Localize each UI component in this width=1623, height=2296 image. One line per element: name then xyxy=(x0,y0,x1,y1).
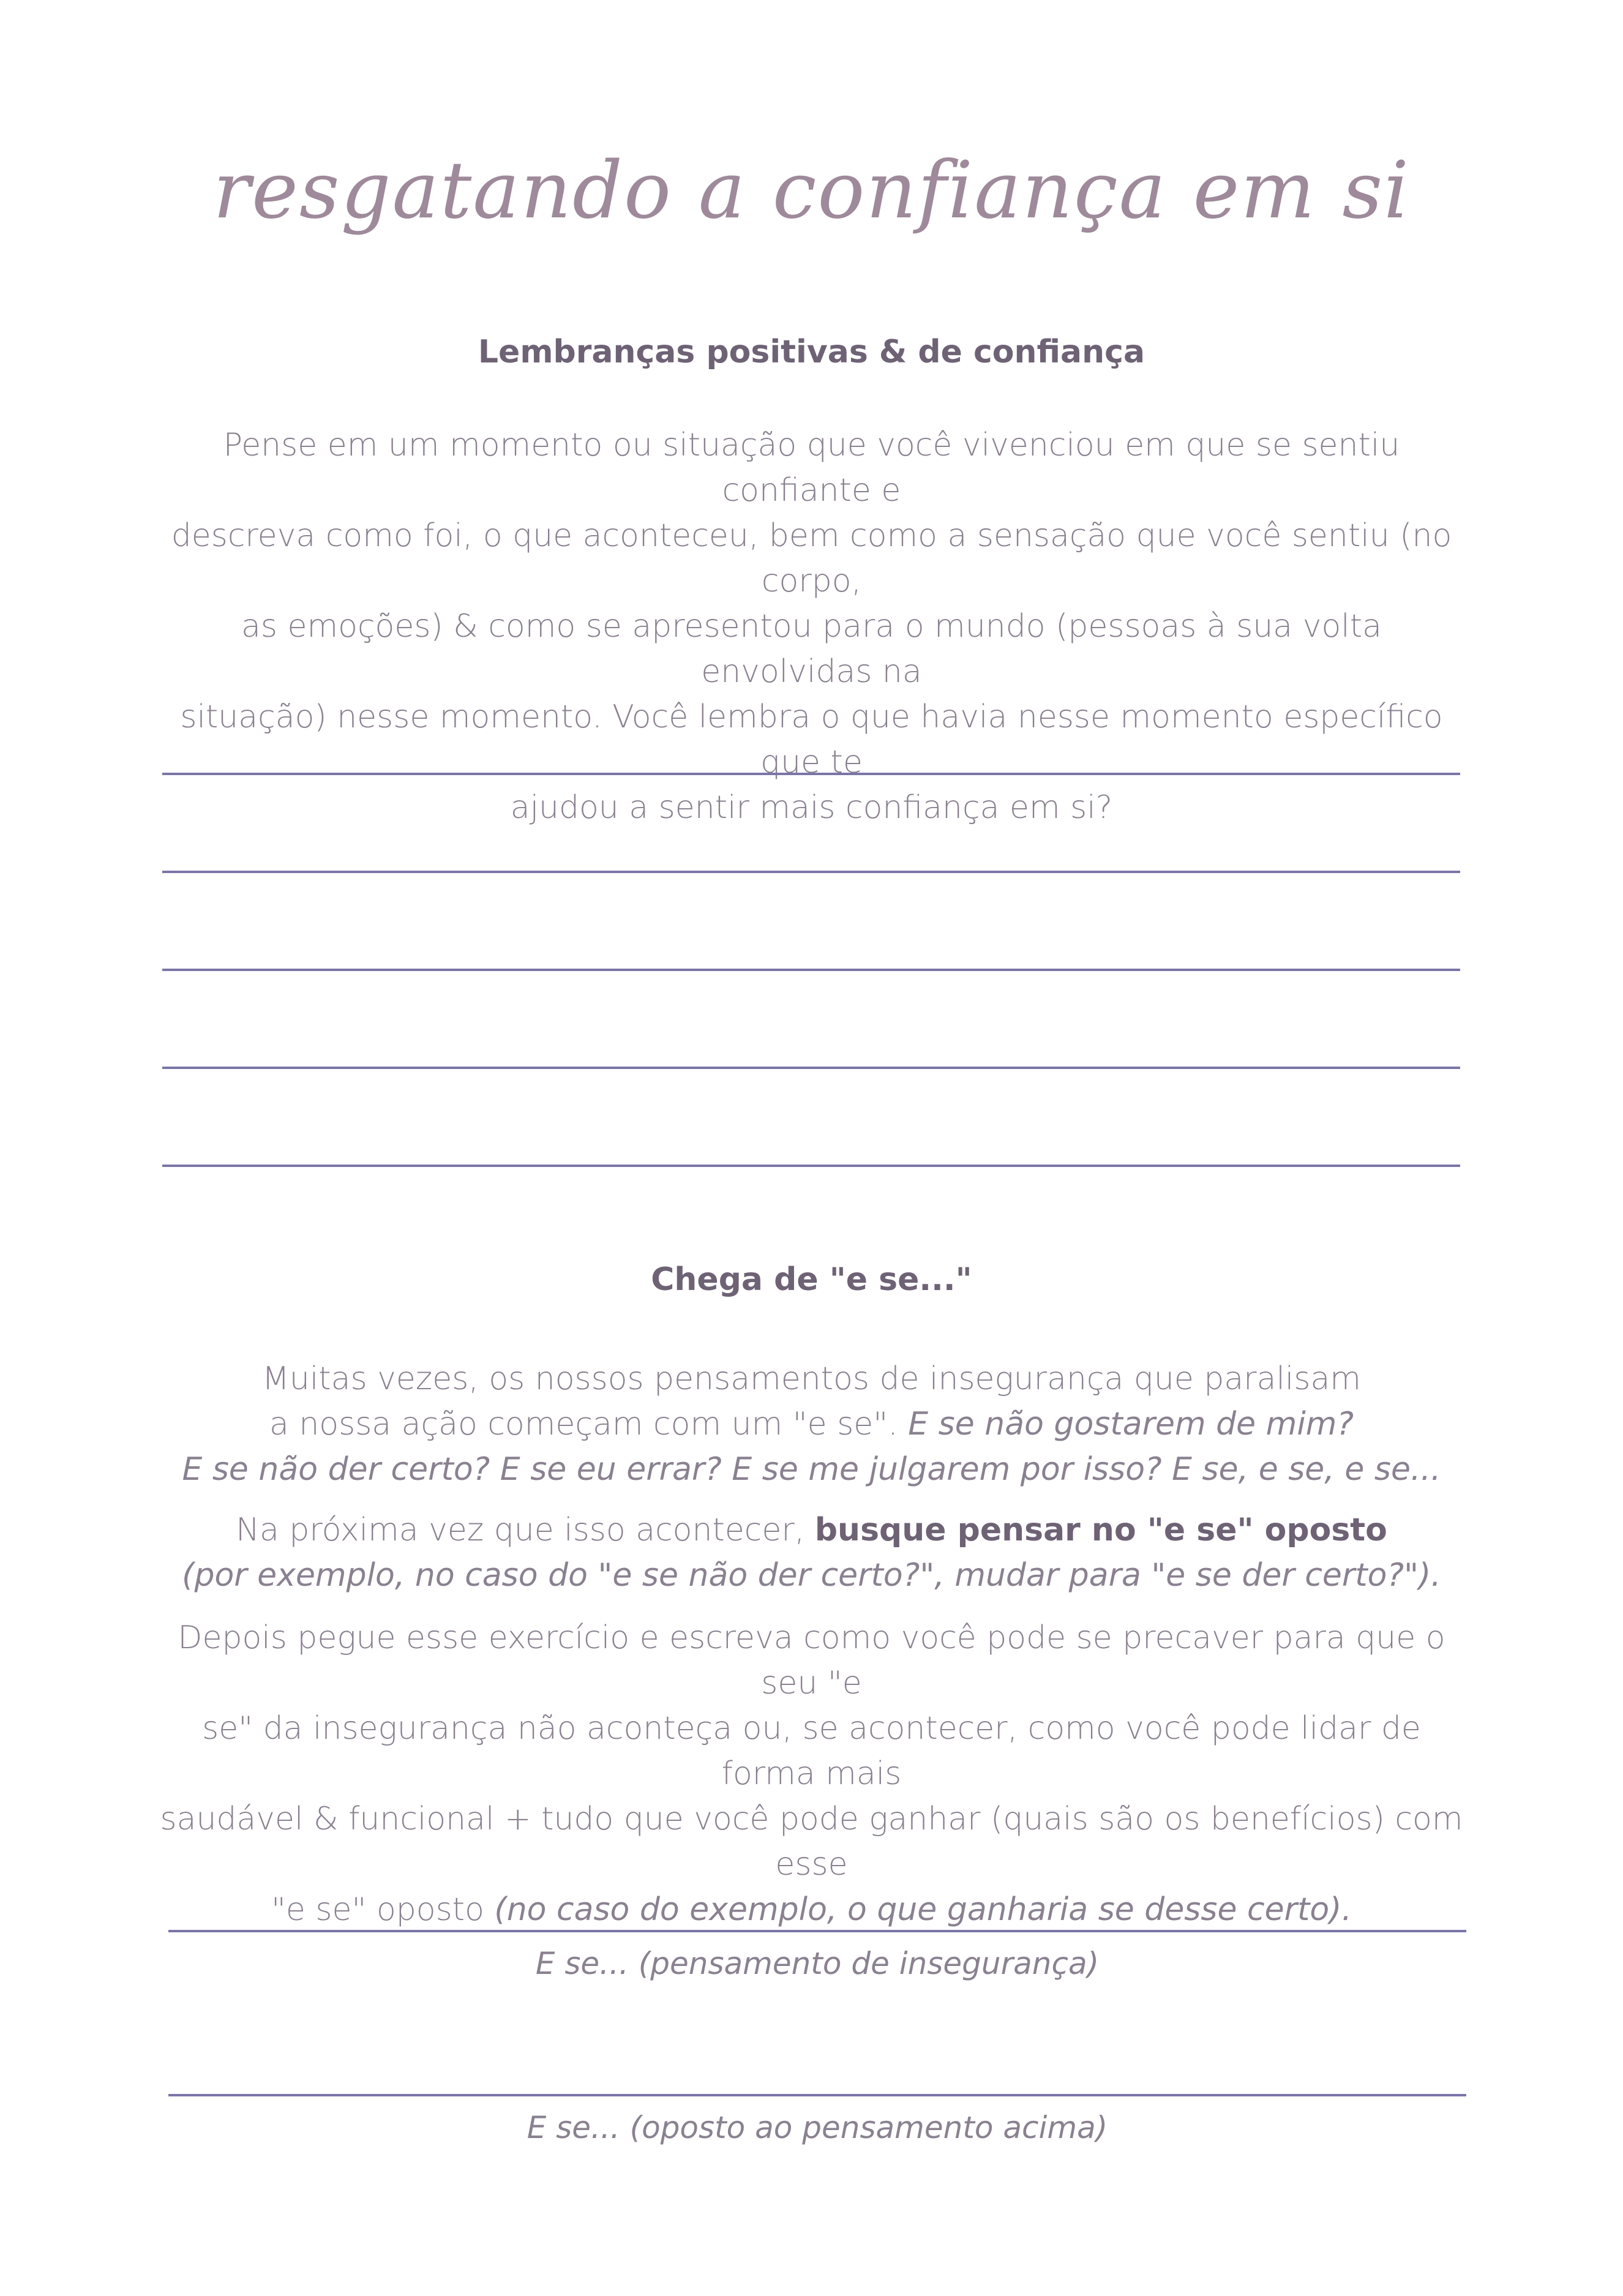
caption-opposite-thought: E se... (oposto ao pensamento acima) xyxy=(527,2110,1108,2145)
italic-text-line: (por exemplo, no caso do "e se não der certo?", mudar para "e se der certo?"). xyxy=(182,1557,1441,1594)
writing-line[interactable] xyxy=(162,1165,1460,1167)
what-if-paragraph-1 xyxy=(159,1356,1464,1492)
text-line: Depois pegue esse exercício e escreva como você pode se precaver para que o seu "e xyxy=(178,1619,1445,1701)
writing-line[interactable] xyxy=(162,773,1460,775)
text-span: Na próxima vez que isso acontecer, xyxy=(236,1512,815,1548)
section-heading-positive-memories: Lembranças positivas & de confiança xyxy=(478,334,1145,370)
intro-line: situação) nesse momento. Você lembra o que havia nesse momento específico que te xyxy=(180,699,1443,781)
text-line: Muitas vezes, os nossos pensamentos de insegurança que paralisam xyxy=(262,1360,1361,1397)
text-line: se" da insegurança não aconteça ou, se acontecer, como você pode lidar de forma mais xyxy=(202,1710,1421,1792)
text-line xyxy=(159,1887,1464,1932)
text-span: "e se" oposto xyxy=(271,1891,495,1928)
intro-line: as emoções) & como se apresentou para o mundo (pessoas à sua volta envolvidas na xyxy=(241,608,1382,690)
text-span: a nossa ação começam com um "e se". xyxy=(269,1406,909,1443)
what-if-paragraph-2 xyxy=(159,1507,1464,1598)
writing-line[interactable] xyxy=(162,871,1460,873)
intro-line: Pense em um momento ou situação que você vivenciou em que se sentiu confiante e xyxy=(223,427,1400,509)
writing-line-insecure-thought[interactable] xyxy=(168,1930,1466,1932)
italic-text: (no caso do exemplo, o que ganharia se desse certo). xyxy=(494,1891,1352,1928)
writing-line-opposite-thought[interactable] xyxy=(168,2094,1466,2096)
text-line: saudável & funcional + tudo que você pode ganhar (quais são os benefícios) com esse xyxy=(160,1801,1463,1883)
italic-text: E se não gostarem de mim? xyxy=(908,1406,1354,1443)
writing-line[interactable] xyxy=(162,969,1460,971)
intro-line: descreva como foi, o que aconteceu, bem como a sensação que você sentiu (no corpo, xyxy=(171,517,1452,599)
what-if-paragraph-3 xyxy=(159,1615,1464,1932)
page-title: resgatando a confiança em si xyxy=(212,145,1411,236)
intro-paragraph xyxy=(159,422,1464,830)
caption-insecure-thought: E se... (pensamento de insegurança) xyxy=(535,1946,1100,1981)
intro-line: ajudou a sentir mais confiança em si? xyxy=(510,789,1113,826)
writing-line[interactable] xyxy=(162,1067,1460,1069)
italic-text-line: E se não der certo? E se eu errar? E se me julgarem por isso? E se, e se, e se... xyxy=(182,1451,1441,1488)
text-line xyxy=(159,1507,1464,1553)
bold-text: busque pensar no "e se" oposto xyxy=(814,1512,1387,1548)
section-heading-what-if: Chega de "e se..." xyxy=(651,1261,972,1298)
text-line xyxy=(159,1401,1464,1447)
